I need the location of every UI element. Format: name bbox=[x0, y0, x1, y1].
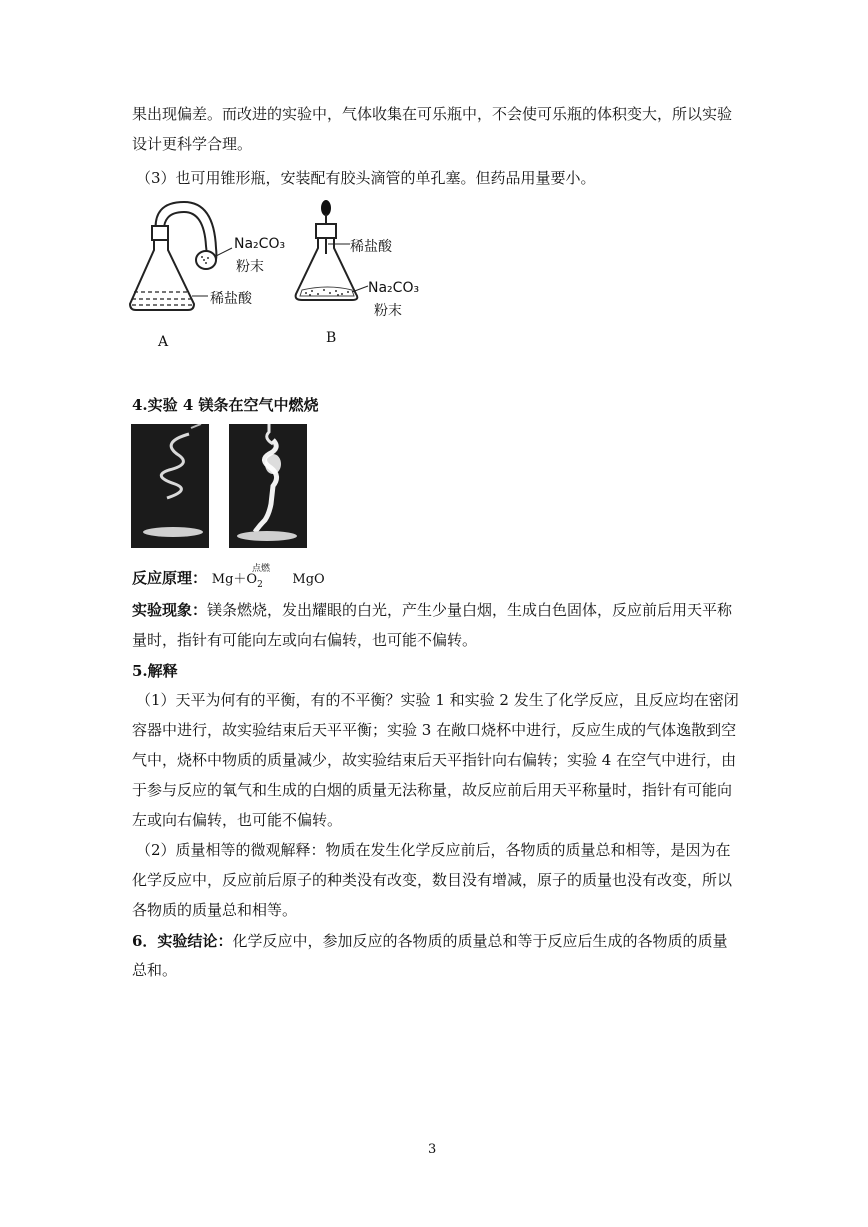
equation-condition: 点燃 bbox=[252, 564, 271, 574]
flask-a-diagram bbox=[128, 196, 288, 318]
caption-b: B bbox=[326, 330, 337, 346]
explanation-line: 容器中进行，故实验结束后天平平衡；实验 3 在敞口烧杯中进行，反应生成的气体逸散到空 bbox=[132, 721, 737, 739]
explanation-line: 于参与反应的氧气和生成的白烟的质量无法称量，故反应前后用天平称量时，指针有可能向 bbox=[132, 781, 733, 799]
label-b-acid: 稀盐酸 bbox=[350, 239, 392, 255]
explanation-line: 各物质的质量总和相等。 bbox=[132, 901, 298, 919]
label-b-powder: 粉末 bbox=[374, 303, 402, 319]
equation-right: MgO bbox=[292, 572, 325, 587]
equation-left: Mg＋O bbox=[211, 572, 258, 587]
principle-label: 反应原理： bbox=[132, 569, 208, 587]
phenomenon-line: 量时，指针有可能向左或向右偏转，也可能不偏转。 bbox=[132, 631, 478, 649]
explanation-line: （1）天平为何有的平衡，有的不平衡？实验 1 和实验 2 发生了化学反应，且反应均在密闭 bbox=[136, 691, 739, 709]
phenomenon-text: 镁条燃烧，发出耀眼的白光，产生少量白烟，生成白色固体，反应前后用天平称 bbox=[207, 601, 733, 619]
equation-subscript: 2 bbox=[257, 580, 263, 590]
phenomenon-line bbox=[132, 600, 732, 620]
label-a-powder: 粉末 bbox=[236, 259, 264, 275]
label-b-reagent: Na₂CO₃ bbox=[368, 280, 420, 296]
reaction-principle bbox=[132, 568, 325, 595]
caption-a: A bbox=[158, 334, 169, 350]
explanation-line: 左或向右偏转，也可能不偏转。 bbox=[132, 811, 343, 829]
conclusion-line bbox=[132, 931, 727, 951]
label-a-reagent: Na₂CO₃ bbox=[234, 236, 286, 252]
magnesium-burning-photo bbox=[229, 424, 307, 548]
paragraph-line: 设计更科学合理。 bbox=[132, 135, 253, 153]
section-6-heading: 6．实验结论： bbox=[132, 932, 233, 950]
page-number: 3 bbox=[428, 1142, 437, 1157]
paragraph-line: 果出现偏差。而改进的实验中，气体收集在可乐瓶中，不会使可乐瓶的体积变大，所以实验 bbox=[132, 105, 733, 123]
explanation-line: 气中，烧杯中物质的质量减少，故实验结束后天平指针向右偏转；实验 4 在空气中进行，由 bbox=[132, 751, 737, 769]
label-a-acid: 稀盐酸 bbox=[210, 291, 252, 307]
conclusion-text: 化学反应中，参加反应的各物质的质量总和等于反应后生成的各物质的质量 bbox=[232, 932, 728, 950]
explanation-line: （2）质量相等的微观解释：物质在发生化学反应前后，各物质的质量总和相等，是因为在 bbox=[136, 841, 731, 859]
phenomenon-label: 实验现象： bbox=[132, 601, 208, 619]
paragraph-line: （3）也可用锥形瓶，安装配有胶头滴管的单孔塞。但药品用量要小。 bbox=[136, 169, 596, 187]
magnesium-ribbon-photo bbox=[131, 424, 209, 548]
explanation-line: 化学反应中，反应前后原子的种类没有改变，数目没有增减，原子的质量也没有改变，所以 bbox=[132, 871, 733, 889]
section-5-heading: 5.解释 bbox=[132, 662, 178, 680]
conclusion-line: 总和。 bbox=[132, 961, 178, 979]
section-4-heading: 4.实验 4 镁条在空气中燃烧 bbox=[132, 396, 319, 414]
